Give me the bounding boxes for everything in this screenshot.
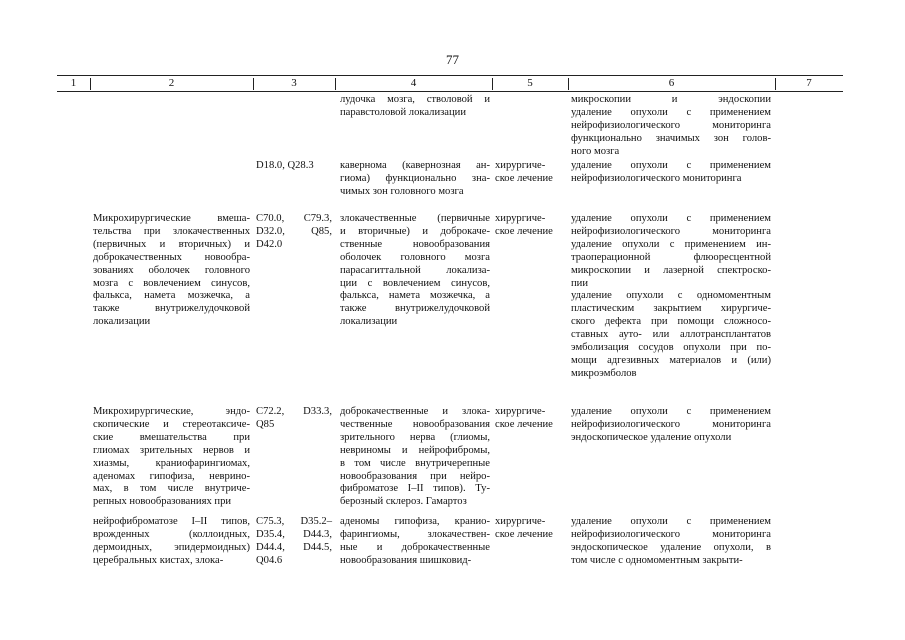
cell-line: пластическим закрытием хирургиче- bbox=[571, 303, 771, 315]
cell-line: зрительного нерва (глиомы, bbox=[340, 431, 490, 443]
cell-line: репных новообразованиях при bbox=[93, 496, 232, 508]
cell-line: D35.4, bbox=[256, 528, 285, 540]
table-cell-col4 bbox=[340, 406, 490, 509]
cell-line: лудочка мозга, стволовой и bbox=[340, 94, 490, 105]
table-cell-col4 bbox=[340, 94, 490, 120]
cell-line: церебральных кистах, злока- bbox=[93, 554, 224, 566]
table-cell-col6 bbox=[571, 160, 771, 186]
cell-line: тельства при злокачественных bbox=[93, 225, 250, 237]
cell-line: ское лечение bbox=[495, 418, 553, 430]
table-cell-col4 bbox=[340, 160, 490, 199]
cell-line: удаление опухоли с применением bbox=[571, 213, 771, 224]
cell-line: невриномы и нейрофибромы, bbox=[340, 444, 490, 456]
cell-line: (первичных и вторичных) и bbox=[93, 238, 250, 250]
cell-line: зованиях оболочек головного bbox=[93, 264, 250, 276]
cell-line: нейрофиброматозе I–II типов, bbox=[93, 516, 250, 527]
cell-line: фарингиомы, злокачествен- bbox=[340, 528, 490, 540]
table-cell-col6 bbox=[571, 213, 771, 381]
cell-line: гиома) функционально зна- bbox=[340, 172, 490, 184]
cell-line: нейрофизиологического мониторинга bbox=[571, 528, 771, 540]
cell-line: хирургиче- bbox=[495, 160, 546, 171]
cell-line: аденомах гипофиза, неврино- bbox=[93, 470, 250, 482]
table-cell-col3a bbox=[256, 160, 314, 173]
column-header-2: 2 bbox=[168, 77, 175, 89]
cell-line: ское лечение bbox=[495, 528, 553, 540]
table-cell-col5 bbox=[495, 406, 565, 432]
cell-line: C72.2, bbox=[256, 406, 285, 417]
cell-line: хиазмы, краниофарингиомах, bbox=[93, 457, 250, 469]
cell-line: микроскопии и лазерной спектроско- bbox=[571, 264, 771, 276]
cell-line: нейрофизиологического мониторинга bbox=[571, 418, 771, 430]
cell-line: ственные новообразования bbox=[340, 238, 490, 250]
cell-line: хирургиче- bbox=[495, 406, 546, 417]
table-header-rule bbox=[57, 91, 843, 92]
cell-line: берозный склероз. Гамартоз bbox=[340, 496, 467, 508]
cell-line: чественные новообразования bbox=[340, 418, 490, 430]
column-header-1: 1 bbox=[70, 77, 77, 89]
table-cell-col5 bbox=[495, 213, 565, 239]
cell-line: эндоскопическое удаление опухоли, в bbox=[571, 541, 771, 553]
cell-line: оболочек головного мозга bbox=[340, 251, 490, 263]
cell-line: эндоскопическое удаление опухоли bbox=[571, 431, 732, 443]
column-header-5: 5 bbox=[527, 77, 533, 89]
column-header-7: 7 bbox=[806, 77, 812, 89]
cell-line: врожденных (коллоидных, bbox=[93, 528, 250, 540]
cell-line: ные и доброкачественные bbox=[340, 541, 490, 553]
cell-line: фиброматозе I–II типов). Ту- bbox=[340, 483, 490, 495]
cell-line: паравстоловой локализации bbox=[340, 106, 467, 118]
cell-line: функционально значимых зон голов- bbox=[571, 132, 771, 144]
cell-line: также внутрижелудочковой bbox=[340, 303, 490, 315]
cell-line: микроскопии и эндоскопии bbox=[571, 94, 771, 105]
table-cell-col4 bbox=[340, 516, 490, 568]
cell-line: эмболизация сосудов опухоли при по- bbox=[571, 342, 771, 354]
cell-line: злокачественные (первичные bbox=[340, 213, 490, 224]
table-cell-col4 bbox=[340, 213, 490, 329]
cell-line: доброкачественных новообра- bbox=[93, 251, 250, 263]
cell-line: локализации bbox=[340, 316, 398, 328]
table-cell-col6 bbox=[571, 94, 771, 159]
cell-line: D44.4, bbox=[256, 541, 285, 553]
cell-line: удаление опухоли с применением bbox=[571, 106, 771, 118]
cell-line: чимых зон головного мозга bbox=[340, 185, 464, 197]
table-cell-col6 bbox=[571, 516, 771, 568]
table-cell-col3b bbox=[298, 213, 332, 239]
cell-line: C79.3, bbox=[303, 213, 332, 224]
cell-line: нейрофизиологического мониторинга bbox=[571, 172, 742, 184]
cell-line: удаление опухоли с применением bbox=[571, 160, 771, 171]
table-top-rule bbox=[57, 75, 843, 76]
cell-line: C70.0, bbox=[256, 213, 285, 224]
table-cell-col3a bbox=[256, 406, 296, 432]
cell-line: ставных ауто- или аллотрансплантатов bbox=[571, 329, 771, 341]
cell-line: дермоидных, эпидермоидных) bbox=[93, 541, 250, 553]
column-header-6: 6 bbox=[668, 77, 675, 89]
cell-line: ские вмешательства при bbox=[93, 431, 250, 443]
cell-line: D44.5, bbox=[303, 541, 332, 553]
cell-line: ское лечение bbox=[495, 225, 553, 237]
table-cell-col6 bbox=[571, 406, 771, 445]
table-cell-col5 bbox=[495, 516, 565, 542]
cell-line: удаление опухоли с одномоментным bbox=[571, 290, 771, 302]
cell-line: удаление опухоли с применением bbox=[571, 516, 771, 527]
cell-line: Q85, bbox=[311, 225, 332, 237]
cell-line: мозга с вовлечением синусов, bbox=[93, 277, 250, 289]
cell-line: новообразования при нейро- bbox=[340, 470, 490, 482]
cell-line: Q85 bbox=[256, 418, 275, 430]
cell-line: пии bbox=[571, 277, 589, 289]
table-cell-col2 bbox=[93, 213, 250, 329]
cell-line: скопические и стереотаксиче- bbox=[93, 418, 250, 430]
page-number: 77 bbox=[446, 52, 459, 67]
cell-line: удаление опухоли с применением ин- bbox=[571, 238, 771, 250]
cell-line: микроэмболов bbox=[571, 367, 637, 379]
cell-line: нейрофизиологического мониторинга bbox=[571, 119, 771, 131]
column-header-3: 3 bbox=[291, 77, 297, 89]
table-cell-col3b bbox=[298, 516, 332, 555]
cell-line: глиомах зрительных нервов и bbox=[93, 444, 250, 456]
table-cell-col2 bbox=[93, 406, 250, 509]
cell-line: D33.3, bbox=[303, 406, 332, 417]
cell-line: также внутрижелудочковой bbox=[93, 303, 250, 315]
table-cell-col5 bbox=[495, 160, 565, 186]
table-cell-col2 bbox=[93, 516, 250, 568]
cell-line: парасагиттальной локализа- bbox=[340, 264, 490, 276]
table-cell-col3a bbox=[256, 213, 296, 252]
cell-line: новообразования шишковид- bbox=[340, 554, 472, 566]
cell-line: фалькса, намета мозжечка, а bbox=[340, 290, 490, 302]
cell-line: мах, в том числе внутриче- bbox=[93, 483, 250, 495]
cell-line: нейрофизиологического мониторинга bbox=[571, 225, 771, 237]
cell-line: хирургиче- bbox=[495, 516, 546, 527]
cell-line: C75.3, bbox=[256, 516, 285, 527]
cell-line: удаление опухоли с применением bbox=[571, 406, 771, 417]
cell-line: том числе с одномоментным закрыти- bbox=[571, 554, 743, 566]
cell-line: локализации bbox=[93, 316, 151, 328]
cell-line: Микрохирургические, эндо- bbox=[93, 406, 250, 417]
cell-line: и вторичные) и доброкаче- bbox=[340, 225, 490, 237]
cell-line: D35.2– bbox=[300, 516, 332, 527]
cell-line: ции с вовлечением синусов, bbox=[340, 277, 490, 289]
cell-line: в том числе внутричерепные bbox=[340, 457, 490, 469]
cell-line: ного мозга bbox=[571, 145, 620, 157]
cell-line: D32.0, bbox=[256, 225, 285, 237]
cell-line: доброкачественные и злока- bbox=[340, 406, 490, 417]
cell-line: фалькса, намета мозжечка, а bbox=[93, 290, 250, 302]
table-cell-col3a bbox=[256, 516, 296, 568]
cell-line: траоперационной флюоресцентной bbox=[571, 251, 771, 263]
cell-line: хирургиче- bbox=[495, 213, 546, 224]
cell-line: D44.3, bbox=[303, 528, 332, 540]
column-header-4: 4 bbox=[410, 77, 417, 89]
cell-line: Q04.6 bbox=[256, 554, 283, 566]
cell-line: аденомы гипофиза, кранио- bbox=[340, 516, 490, 527]
cell-line: Микрохирургические вмеша- bbox=[93, 213, 250, 224]
table-cell-col3b bbox=[298, 406, 332, 419]
cell-line: D18.0, Q28.3 bbox=[256, 160, 314, 171]
cell-line: ского дефекта при помощи сложносо- bbox=[571, 316, 771, 328]
cell-line: D42.0 bbox=[256, 238, 283, 250]
cell-line: кавернома (кавернозная ан- bbox=[340, 160, 490, 171]
cell-line: ское лечение bbox=[495, 172, 553, 184]
cell-line: мощи адгезивных материалов и (или) bbox=[571, 354, 771, 366]
